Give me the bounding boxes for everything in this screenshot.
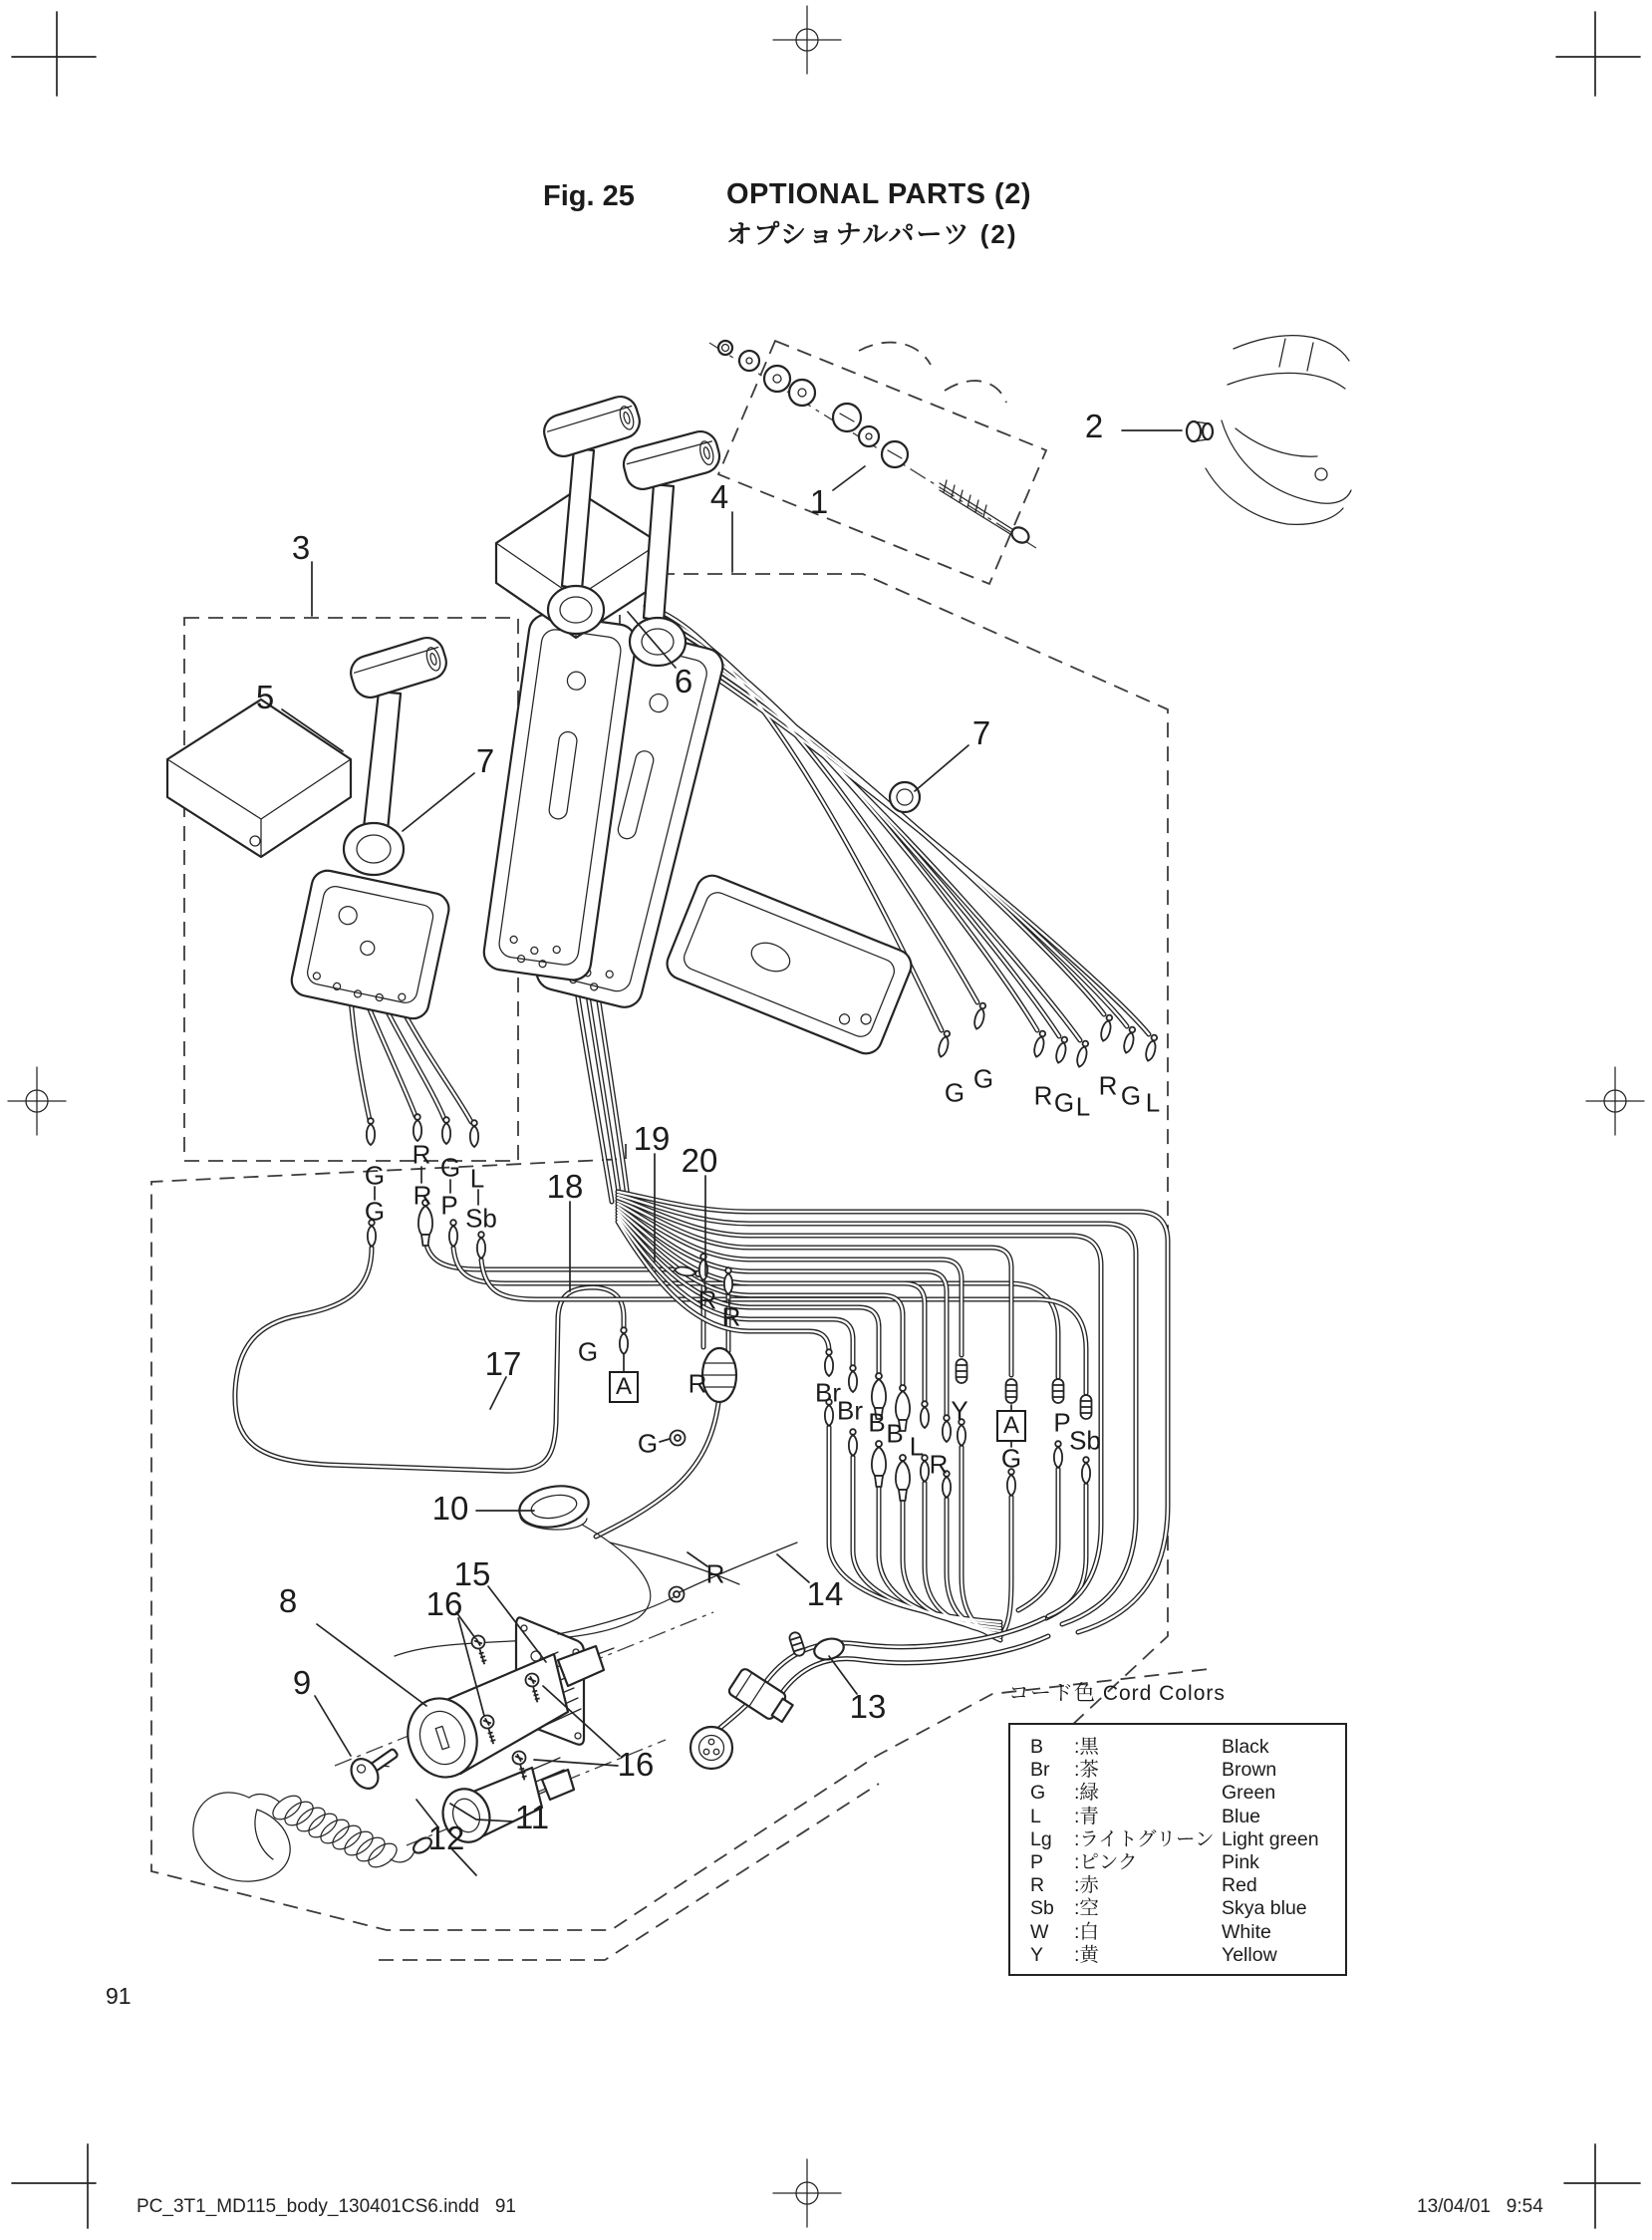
- cord-color-code: Y: [1030, 1943, 1044, 1966]
- part-label-16b: 16: [617, 1746, 655, 1783]
- cord-color-code: Lg: [1030, 1827, 1052, 1850]
- cord-color-code: Sb: [1030, 1897, 1054, 1920]
- cord-color-code: P: [1030, 1851, 1044, 1874]
- wire-label-m-g2: G: [637, 1428, 659, 1459]
- cord-color-en: Red: [1222, 1874, 1257, 1897]
- wire-label-row-g: G: [1000, 1443, 1022, 1474]
- cord-color-row: [1030, 1851, 1345, 1874]
- cord-color-jp: :空: [1074, 1897, 1099, 1920]
- cord-color-row: [1030, 1874, 1345, 1897]
- cord-color-en: Brown: [1222, 1759, 1277, 1782]
- cord-color-en: Light green: [1222, 1827, 1319, 1850]
- page-title-japanese: オプショナルパーツ (2): [726, 219, 1018, 249]
- wire-label-m-r3: R: [688, 1368, 707, 1399]
- crop-marks: [8, 6, 1644, 2228]
- part1-fastener-assembly: [718, 341, 1031, 546]
- cord-color-row: [1030, 1782, 1345, 1805]
- key-9: [346, 1739, 405, 1794]
- part-label-6: 6: [674, 663, 693, 700]
- cord-color-jp: :青: [1074, 1805, 1099, 1827]
- wire-label-f-g3: G: [1053, 1087, 1075, 1118]
- wire-label-f-l1: L: [1075, 1091, 1091, 1122]
- wire-label-l-l: L: [469, 1163, 485, 1194]
- cord-color-row: [1030, 1736, 1345, 1759]
- wire-label-l-sb: Sb: [465, 1203, 497, 1234]
- part-label-11: 11: [514, 1799, 550, 1835]
- cord-color-code: L: [1030, 1805, 1041, 1827]
- cord-color-code: W: [1030, 1920, 1049, 1943]
- part-label-14: 14: [806, 1575, 844, 1612]
- footer-filename: PC_3T1_MD115_body_130401CS6.indd 91: [137, 2196, 516, 2217]
- footer-timestamp: 13/04/01 9:54: [1417, 2196, 1543, 2217]
- cord-color-en: Green: [1222, 1782, 1276, 1805]
- page-number: 91: [106, 1983, 132, 2009]
- cord-color-row: [1030, 1944, 1345, 1967]
- part-label-7a: 7: [475, 742, 495, 779]
- wire-label-f-g2: G: [972, 1063, 994, 1094]
- cord-color-row: [1030, 1921, 1345, 1944]
- cord-color-row: [1030, 1759, 1345, 1782]
- control-unit-left: [167, 634, 451, 1021]
- part-label-3: 3: [291, 529, 311, 566]
- wire-label-l-g2: G: [364, 1196, 386, 1227]
- part-label-1: 1: [809, 483, 829, 520]
- wire-label-row-br2: Br: [837, 1395, 863, 1426]
- wire-label-row-br1: Br: [815, 1377, 841, 1408]
- page-title: OPTIONAL PARTS (2): [726, 178, 1031, 210]
- part-label-9: 9: [292, 1664, 312, 1701]
- part-label-13: 13: [849, 1688, 887, 1725]
- wire-label-f-g1: G: [944, 1077, 965, 1108]
- cord-color-en: Black: [1222, 1736, 1269, 1758]
- cord-color-code: Br: [1030, 1759, 1050, 1782]
- cord-color-jp: :ピンク: [1074, 1851, 1138, 1874]
- group-boundaries: [151, 341, 1209, 1960]
- wire-label-l-r1: R: [412, 1139, 431, 1170]
- cord-color-jp: :白: [1074, 1920, 1099, 1943]
- wire-label-a-box2: A: [996, 1410, 1026, 1442]
- wire-label-f-g4: G: [1120, 1080, 1142, 1111]
- cord-color-row: [1030, 1897, 1345, 1920]
- part2-engine-sketch: [1187, 336, 1351, 525]
- handle-grip-right-2: [620, 427, 723, 492]
- wire-label-m-r2: R: [721, 1301, 741, 1332]
- wire-label-l-g1: G: [364, 1160, 386, 1191]
- wire-label-m-r1: R: [697, 1284, 717, 1315]
- cord-color-jp: :黒: [1074, 1736, 1099, 1758]
- wire-label-f-l2: L: [1145, 1087, 1161, 1118]
- wire-label-row-r: R: [929, 1449, 949, 1480]
- figure-number: Fig. 25: [543, 180, 635, 212]
- cord-color-en: Skya blue: [1222, 1897, 1307, 1920]
- wire-label-m-r4: R: [705, 1558, 725, 1589]
- cord-colors-rows: [1008, 1723, 1347, 1976]
- wire-label-row-l: L: [909, 1431, 925, 1462]
- lanyard-12: [193, 1791, 434, 1881]
- part-label-12: 12: [427, 1820, 465, 1856]
- part-label-19: 19: [633, 1120, 671, 1157]
- control-unit-right: [481, 393, 920, 1058]
- wire-label-f-r2: R: [1098, 1070, 1118, 1101]
- cord-color-code: R: [1030, 1874, 1045, 1897]
- wire-label-l-p: P: [440, 1190, 458, 1221]
- cord-colors-title: コード色 Cord Colors: [1008, 1682, 1226, 1705]
- cord-color-en: White: [1222, 1920, 1271, 1943]
- wire-label-row-b2: B: [886, 1418, 904, 1449]
- part-label-7b: 7: [971, 714, 991, 751]
- part-label-18: 18: [546, 1168, 584, 1205]
- wire-label-l-g3: G: [439, 1152, 461, 1183]
- cord-color-jp: :緑: [1074, 1782, 1099, 1805]
- cord-color-code: B: [1030, 1736, 1044, 1758]
- cord-color-en: Pink: [1222, 1851, 1259, 1874]
- wire-label-m-g1: G: [577, 1336, 599, 1367]
- cord-color-en: Blue: [1222, 1805, 1261, 1827]
- handle-grip-left: [347, 634, 450, 701]
- part-label-4: 4: [709, 478, 729, 515]
- part-label-16a: 16: [425, 1585, 463, 1622]
- part-label-5: 5: [255, 679, 275, 715]
- cord-color-code: G: [1030, 1782, 1046, 1805]
- part-label-17: 17: [484, 1345, 522, 1382]
- part-label-15: 15: [453, 1555, 491, 1592]
- part-label-10: 10: [431, 1490, 469, 1527]
- part-label-8: 8: [278, 1582, 298, 1619]
- cord-color-jp: :ライトグリーン: [1074, 1827, 1215, 1850]
- cord-color-jp: :赤: [1074, 1874, 1099, 1897]
- cord-color-en: Yellow: [1222, 1943, 1277, 1966]
- harness-13-connectors: [690, 1631, 846, 1769]
- cord-color-row: [1030, 1806, 1345, 1828]
- cord-color-row: [1030, 1828, 1345, 1851]
- wire-label-row-sb: Sb: [1069, 1425, 1101, 1456]
- part-label-20: 20: [681, 1142, 718, 1179]
- part-label-2: 2: [1084, 408, 1104, 444]
- cord-color-jp: :黄: [1074, 1943, 1099, 1966]
- wire-label-a-box1: A: [609, 1371, 639, 1403]
- wire-label-row-b1: B: [868, 1407, 886, 1438]
- wire-label-row-p: P: [1053, 1407, 1071, 1438]
- wire-label-f-r1: R: [1033, 1080, 1053, 1111]
- wire-label-l-r2: R: [413, 1180, 432, 1211]
- wire-label-row-y: Y: [951, 1395, 968, 1426]
- cord-colors-legend: [1008, 1677, 1349, 1966]
- cord-color-jp: :茶: [1074, 1759, 1099, 1782]
